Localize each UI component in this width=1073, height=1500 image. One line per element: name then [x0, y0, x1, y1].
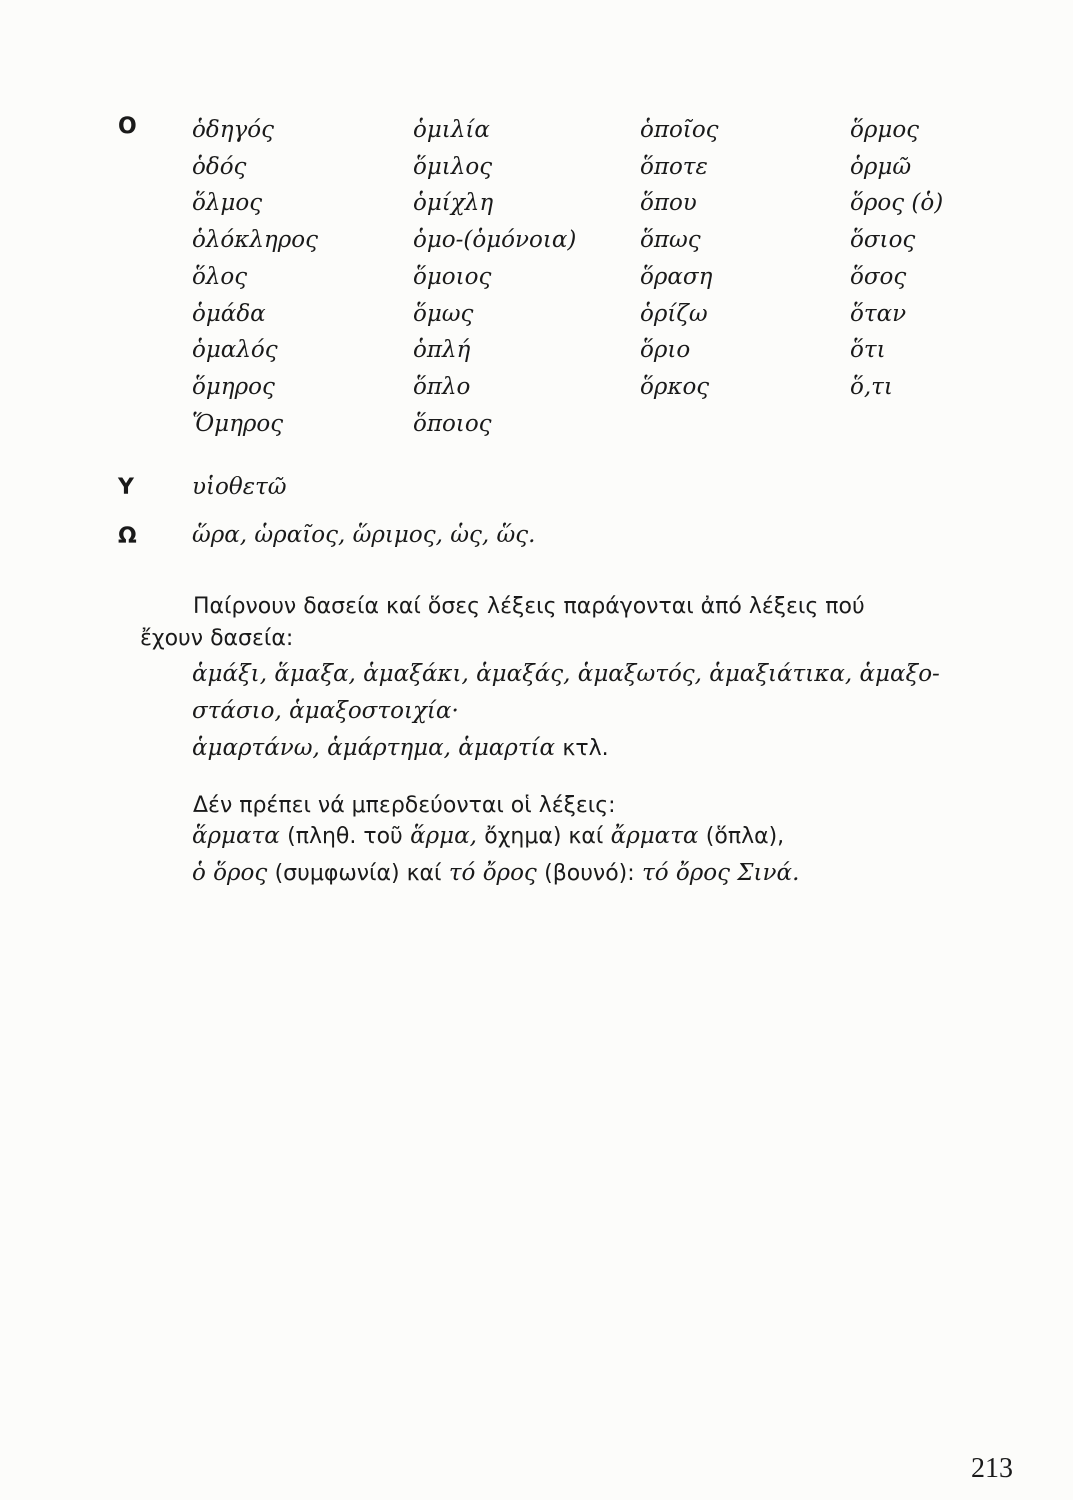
- word: ὁμάδα: [192, 300, 266, 327]
- word: ὁμο-(ὁμόνοια): [413, 227, 577, 254]
- word: ὁμιλία: [413, 117, 490, 143]
- confusion-line1: [192, 823, 784, 849]
- word-column-3: [640, 112, 719, 406]
- etc-abbrev: κτλ.: [562, 736, 609, 761]
- word: ὅμηρος: [192, 373, 275, 400]
- word-column-1: [192, 112, 318, 442]
- word: ὅμως: [413, 300, 474, 327]
- word: ὅρος (ὁ): [850, 190, 944, 217]
- word: ὅμιλος: [413, 153, 493, 180]
- example-words: ἁμαρτάνω, ἁμάρτημα, ἁμαρτία: [192, 735, 556, 761]
- word: ὅτι: [850, 337, 886, 364]
- section-letter-upsilon: Υ: [118, 475, 134, 500]
- word: ὁ ὅρος: [192, 860, 268, 886]
- example-words-line3: [192, 735, 609, 761]
- example-words-line2: στάσιο, ἁμαξοστοιχία·: [192, 698, 459, 724]
- gloss: (βουνό):: [544, 861, 635, 886]
- word: ὅσιος: [850, 227, 916, 254]
- word: ὁλόκληρος: [192, 227, 318, 254]
- word-column-2: [413, 112, 576, 442]
- section-letter-omicron: Ο: [118, 114, 137, 139]
- word: ὁμίχλη: [413, 190, 494, 217]
- rule-paragraph-line1: Παίρνουν δασεία καί ὅσες λέξεις παράγονται ἀπό λέξεις πού: [193, 594, 865, 619]
- omega-words: ὥρα, ὡραῖος, ὥριμος, ὡς, ὥς.: [192, 522, 536, 548]
- word: ἄρματα: [610, 823, 699, 849]
- word: ὅ,τι: [850, 373, 893, 400]
- upsilon-words: υἱοθετῶ: [192, 474, 287, 500]
- word: ὁρίζω: [640, 300, 708, 327]
- word: ὅσος: [850, 263, 907, 290]
- gloss: (ὅπλα),: [705, 824, 785, 849]
- word: ὁδός: [192, 153, 247, 180]
- page-number: 213: [971, 1453, 1013, 1484]
- word: ὅποιος: [413, 410, 492, 437]
- word: ὅλος: [192, 263, 248, 290]
- word: ὅπως: [640, 227, 701, 254]
- word: ὅρκος: [640, 373, 710, 400]
- word: ὅταν: [850, 300, 907, 327]
- word: ὅποτε: [640, 153, 708, 180]
- word: ὅπου: [640, 190, 697, 217]
- word: ἅρματα: [192, 823, 280, 849]
- word: ὁρμῶ: [850, 153, 912, 180]
- word: ὅμοιος: [413, 263, 492, 290]
- word: ὁποῖος: [640, 117, 719, 143]
- word: ὅπλο: [413, 373, 471, 400]
- word: ὁδηγός: [192, 117, 274, 143]
- rule-paragraph-line2: ἔχουν δασεία:: [140, 626, 294, 651]
- word: ἅρμα,: [410, 823, 477, 849]
- word-column-4: [850, 112, 943, 406]
- gloss: (πληθ. τοῦ: [287, 824, 403, 849]
- section-letter-omega: Ω: [118, 524, 137, 549]
- confusion-line2: [192, 860, 799, 886]
- confusion-intro: Δέν πρέπει νά μπερδεύονται οἱ λέξεις:: [193, 793, 616, 818]
- word: ὅραση: [640, 263, 713, 290]
- word: ὁμαλός: [192, 337, 278, 364]
- word: ὅλμος: [192, 190, 263, 217]
- word: ὅριο: [640, 337, 691, 364]
- gloss: (συμφωνία) καί: [274, 861, 442, 886]
- example-words-line1: ἁμάξι, ἅμαξα, ἁμαξάκι, ἁμαξάς, ἁμαξωτός, ἁμαξιάτικα, ἁμαξο-: [192, 661, 940, 687]
- word: Ὅμηρος: [192, 410, 284, 437]
- word: ὁπλή: [413, 337, 471, 364]
- word: ὅρμος: [850, 117, 920, 143]
- word: τό ὄρος: [448, 860, 537, 886]
- word: τό ὄρος Σινά.: [641, 860, 800, 886]
- gloss: ὄχημα) καί: [484, 824, 604, 849]
